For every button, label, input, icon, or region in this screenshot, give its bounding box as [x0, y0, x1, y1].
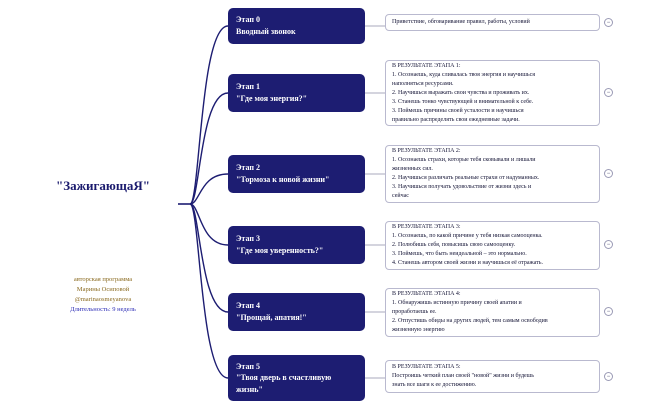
detail-line-4-0: 1. Обнаружишь истинную причину своей апатии и	[392, 300, 522, 306]
collapse-toggle-5[interactable]: −	[604, 372, 613, 381]
detail-line-2-2: 2. Научишься различать реальные страхи от надуманных.	[392, 175, 540, 181]
detail-line-4-2: 2. Отпустишь обиды на других людей, тем самым освободив	[392, 318, 548, 324]
stage-node-1[interactable]	[228, 74, 365, 112]
stage-title-1: "Где моя энергия?"	[236, 94, 308, 103]
stage-number-1: Этап 1	[236, 82, 260, 92]
detail-line-2-1: жизненных сил.	[392, 166, 433, 172]
author-line-2: Марины Осиповой	[76, 285, 130, 293]
detail-head-2: В РЕЗУЛЬТАТЕ ЭТАПА 2:	[392, 148, 461, 154]
stage-title-2: "Тормоза к новой жизни"	[236, 175, 330, 184]
collapse-toggle-0[interactable]: −	[604, 18, 613, 27]
detail-line-5-0: Построишь четкий план своей "новой" жизни и будешь	[392, 373, 535, 379]
stage-title-0: Вводный звонок	[236, 27, 296, 36]
detail-node-4[interactable]	[385, 288, 600, 337]
detail-line-1-1: наполняться ресурсами.	[392, 80, 454, 87]
stage-node-4[interactable]	[228, 293, 365, 331]
stage-number-3: Этап 3	[236, 234, 260, 244]
stage-number-4: Этап 4	[236, 301, 260, 311]
collapse-toggle-4[interactable]: −	[604, 307, 613, 316]
detail-line-4-3: жизненную энергию	[392, 327, 445, 333]
detail-line-1-5: правильно распределять свои ежедневные задачи.	[392, 116, 520, 123]
detail-line-1-2: 2. Научишься выражать свои чувства и проживать их.	[392, 89, 530, 96]
detail-head-4: В РЕЗУЛЬТАТЕ ЭТАПА 4:	[392, 291, 461, 297]
detail-node-0[interactable]	[385, 14, 600, 31]
collapse-toggle-1[interactable]: −	[604, 88, 613, 97]
detail-head-1: В РЕЗУЛЬТАТЕ ЭТАПА 1:	[392, 62, 461, 69]
stage-title-3: "Где моя уверенность?"	[236, 246, 324, 255]
stage-node-0[interactable]	[228, 8, 365, 44]
author-line-3: @marinaosmeyanova	[74, 295, 132, 303]
detail-head-3: В РЕЗУЛЬТАТЕ ЭТАПА 3:	[392, 224, 461, 230]
detail-line-5-1: знать все шаги к ее достижению.	[392, 382, 477, 388]
root-node-title[interactable]: "ЗажигающаЯ"	[56, 178, 150, 193]
detail-line-2-0: 1. Осознаешь страхи, которые тебя сковывали и лишали	[392, 157, 536, 163]
detail-node-1[interactable]	[385, 60, 600, 126]
collapse-toggle-3[interactable]: −	[604, 240, 613, 249]
detail-line-3-1: 2. Полюбишь себя, повысишь свою самооценку.	[392, 242, 516, 248]
detail-line-3-3: 4. Станешь автором своей жизни и научишься её отражать.	[392, 260, 544, 266]
root-duration: Длительность: 9 недель	[70, 306, 136, 313]
detail-node-5[interactable]	[385, 360, 600, 393]
collapse-toggle-2[interactable]: −	[604, 169, 613, 178]
detail-node-3[interactable]	[385, 221, 600, 270]
root-author-block	[24, 275, 182, 304]
detail-line-1-0: 1. Осознаешь, куда сливалась твоя энергия и научишься	[392, 71, 536, 78]
stage-node-2[interactable]	[228, 155, 365, 193]
detail-line-3-0: 1. Осознаешь, по какой причине у тебя низкая самооценка.	[392, 233, 543, 239]
stage-title-5: "Твоя дверь в счастливую жизнь"	[236, 373, 332, 394]
detail-line-2-4: сейчас	[392, 193, 409, 199]
detail-line-3-2: 3. Поймешь, что быть неидеальной – это нормально.	[392, 251, 527, 257]
detail-line-1-3: 3. Станешь тонко чувствующей и внимательной к себе.	[392, 98, 534, 105]
stage-node-5[interactable]	[228, 355, 365, 401]
stage-number-2: Этап 2	[236, 163, 260, 173]
stage-node-3[interactable]	[228, 226, 365, 264]
detail-node-2[interactable]	[385, 145, 600, 203]
stage-number-5: Этап 5	[236, 361, 260, 371]
detail-line-0-0: Приветствие, обговаривание правил, работы, условий	[392, 19, 530, 25]
detail-line-1-4: 3. Поймешь причины своей усталости и научишься	[392, 107, 524, 114]
author-line-1: авторская программа	[73, 276, 133, 283]
stage-number-0: Этап 0	[236, 15, 260, 25]
detail-head-5: В РЕЗУЛЬТАТЕ ЭТАПА 5:	[392, 364, 461, 370]
detail-line-2-3: 3. Научишься получать удовольствие от жизни здесь и	[392, 184, 532, 190]
detail-line-4-1: проработаешь ее.	[392, 309, 437, 315]
stage-title-4: "Прощай, апатия!"	[236, 313, 307, 322]
